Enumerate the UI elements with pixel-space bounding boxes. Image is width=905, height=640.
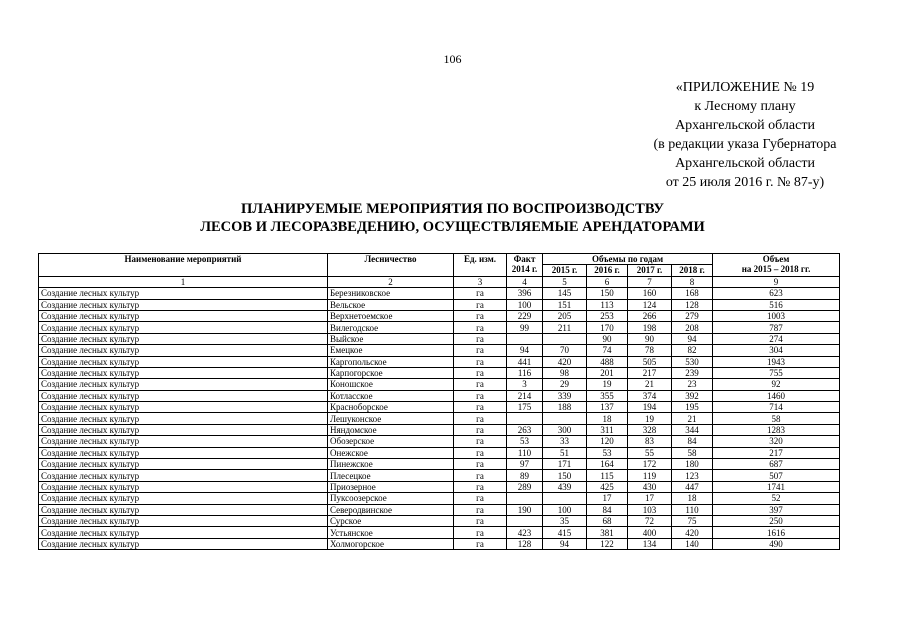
volume-2015-cell: 211 xyxy=(543,322,587,333)
activity-cell: Создание лесных культур xyxy=(39,390,328,401)
volume-2015-cell: 439 xyxy=(543,481,587,492)
fact-2014-cell xyxy=(507,493,543,504)
volume-2017-cell: 90 xyxy=(628,333,672,344)
volume-2016-cell: 68 xyxy=(587,515,628,526)
volume-2016-cell: 120 xyxy=(587,436,628,447)
fact-2014-cell: 97 xyxy=(507,459,543,470)
table-body xyxy=(39,288,840,550)
volume-2017-cell: 374 xyxy=(628,390,672,401)
volume-2018-cell: 344 xyxy=(672,424,713,435)
activity-cell: Создание лесных культур xyxy=(39,299,328,310)
volume-2016-cell: 150 xyxy=(587,288,628,299)
fact-2014-cell: 289 xyxy=(507,481,543,492)
total-volume-cell: 516 xyxy=(713,299,840,310)
fact-2014-cell: 190 xyxy=(507,504,543,515)
header-total-period: на 2015 – 2018 гг. xyxy=(741,264,811,274)
table-row xyxy=(39,413,840,424)
volume-2017-cell: 119 xyxy=(628,470,672,481)
volume-2016-cell: 18 xyxy=(587,413,628,424)
forestry-cell: Верхнетоемское xyxy=(328,310,454,321)
column-number: 6 xyxy=(587,276,628,287)
unit-cell: га xyxy=(454,367,507,378)
appendix-line: Архангельской области xyxy=(675,156,815,171)
unit-cell: га xyxy=(454,299,507,310)
volume-2015-cell: 29 xyxy=(543,379,587,390)
volume-2015-cell: 339 xyxy=(543,390,587,401)
column-number: 1 xyxy=(39,276,328,287)
unit-cell: га xyxy=(454,322,507,333)
volume-2016-cell: 201 xyxy=(587,367,628,378)
fact-2014-cell: 100 xyxy=(507,299,543,310)
table-row xyxy=(39,459,840,470)
forestry-cell: Красноборское xyxy=(328,402,454,413)
volume-2018-cell: 180 xyxy=(672,459,713,470)
volume-2017-cell: 55 xyxy=(628,447,672,458)
forestry-cell: Обозерское xyxy=(328,436,454,447)
table-row xyxy=(39,310,840,321)
unit-cell: га xyxy=(454,356,507,367)
volume-2015-cell xyxy=(543,333,587,344)
forestry-cell: Сурское xyxy=(328,515,454,526)
volume-2016-cell: 170 xyxy=(587,322,628,333)
total-volume-cell: 250 xyxy=(713,515,840,526)
appendix-line: Архангельской области xyxy=(675,118,815,133)
total-volume-cell: 787 xyxy=(713,322,840,333)
header-year-2017: 2017 г. xyxy=(628,265,672,276)
volume-2018-cell: 23 xyxy=(672,379,713,390)
volume-2016-cell: 74 xyxy=(587,345,628,356)
forestry-cell: Вельское xyxy=(328,299,454,310)
volume-2017-cell: 194 xyxy=(628,402,672,413)
table-row xyxy=(39,402,840,413)
page-number: 106 xyxy=(443,52,462,66)
activity-cell: Создание лесных культур xyxy=(39,436,328,447)
forestry-cell: Северодвинское xyxy=(328,504,454,515)
table-row xyxy=(39,288,840,299)
table-row xyxy=(39,470,840,481)
activity-cell: Создание лесных культур xyxy=(39,493,328,504)
forestry-cell: Онежское xyxy=(328,447,454,458)
forestry-cell: Емецкое xyxy=(328,345,454,356)
volume-2015-cell: 300 xyxy=(543,424,587,435)
fact-2014-cell: 94 xyxy=(507,345,543,356)
forestry-cell: Каргопольское xyxy=(328,356,454,367)
volume-2018-cell: 420 xyxy=(672,527,713,538)
volume-2018-cell: 82 xyxy=(672,345,713,356)
total-volume-cell: 274 xyxy=(713,333,840,344)
unit-cell: га xyxy=(454,493,507,504)
volume-2017-cell: 103 xyxy=(628,504,672,515)
volume-2016-cell: 90 xyxy=(587,333,628,344)
forestry-cell: Плесецкое xyxy=(328,470,454,481)
appendix-line: от 25 июля 2016 г. № 87-у) xyxy=(665,175,825,190)
forestry-cell: Приозерное xyxy=(328,481,454,492)
title-line-2: ЛЕСОВ И ЛЕСОРАЗВЕДЕНИЮ, ОСУЩЕСТВЛЯЕМЫЕ АРЕНДАТОРАМИ xyxy=(200,219,705,235)
column-number: 3 xyxy=(454,276,507,287)
volume-2018-cell: 58 xyxy=(672,447,713,458)
volume-2017-cell: 266 xyxy=(628,310,672,321)
volume-2017-cell: 72 xyxy=(628,515,672,526)
header-unit: Ед. изм. xyxy=(454,254,507,277)
volume-2016-cell: 311 xyxy=(587,424,628,435)
appendix-note xyxy=(610,78,880,192)
title-line-1: ПЛАНИРУЕМЫЕ МЕРОПРИЯТИЯ ПО ВОСПРОИЗВОДСТВУ xyxy=(240,201,664,217)
unit-cell: га xyxy=(454,310,507,321)
volume-2015-cell: 51 xyxy=(543,447,587,458)
volume-2015-cell: 171 xyxy=(543,459,587,470)
volume-2018-cell: 279 xyxy=(672,310,713,321)
table-row xyxy=(39,515,840,526)
total-volume-cell: 687 xyxy=(713,459,840,470)
volume-2016-cell: 122 xyxy=(587,538,628,549)
forestry-cell: Коношское xyxy=(328,379,454,390)
volume-2016-cell: 488 xyxy=(587,356,628,367)
header-fact-2014 xyxy=(507,254,543,277)
activity-cell: Создание лесных культур xyxy=(39,459,328,470)
volume-2017-cell: 21 xyxy=(628,379,672,390)
total-volume-cell: 58 xyxy=(713,413,840,424)
column-number: 9 xyxy=(713,276,840,287)
volume-2017-cell: 198 xyxy=(628,322,672,333)
fact-2014-cell xyxy=(507,413,543,424)
activity-cell: Создание лесных культур xyxy=(39,504,328,515)
volume-2015-cell: 151 xyxy=(543,299,587,310)
table-row xyxy=(39,379,840,390)
total-volume-cell: 1283 xyxy=(713,424,840,435)
activity-cell: Создание лесных культур xyxy=(39,424,328,435)
volume-2017-cell: 430 xyxy=(628,481,672,492)
volume-2015-cell: 35 xyxy=(543,515,587,526)
unit-cell: га xyxy=(454,402,507,413)
volume-2018-cell: 94 xyxy=(672,333,713,344)
table-row xyxy=(39,424,840,435)
volume-2015-cell xyxy=(543,413,587,424)
volume-2017-cell: 328 xyxy=(628,424,672,435)
table-row xyxy=(39,390,840,401)
header-volumes-by-year: Объемы по годам xyxy=(543,254,713,265)
header-total xyxy=(713,254,840,277)
volume-2018-cell: 123 xyxy=(672,470,713,481)
header-total-label: Объем xyxy=(762,254,790,264)
activity-cell: Создание лесных культур xyxy=(39,310,328,321)
header-fact-label: Факт xyxy=(513,254,536,264)
volume-2016-cell: 381 xyxy=(587,527,628,538)
fact-2014-cell: 441 xyxy=(507,356,543,367)
volume-2018-cell: 195 xyxy=(672,402,713,413)
forestry-cell: Котласское xyxy=(328,390,454,401)
fact-2014-cell: 396 xyxy=(507,288,543,299)
column-number: 8 xyxy=(672,276,713,287)
total-volume-cell: 714 xyxy=(713,402,840,413)
fact-2014-cell: 116 xyxy=(507,367,543,378)
volume-2017-cell: 19 xyxy=(628,413,672,424)
unit-cell: га xyxy=(454,379,507,390)
total-volume-cell: 1460 xyxy=(713,390,840,401)
unit-cell: га xyxy=(454,481,507,492)
fact-2014-cell: 263 xyxy=(507,424,543,435)
fact-2014-cell xyxy=(507,515,543,526)
unit-cell: га xyxy=(454,538,507,549)
unit-cell: га xyxy=(454,345,507,356)
header-forestry: Лесничество xyxy=(328,254,454,277)
fact-2014-cell xyxy=(507,333,543,344)
total-volume-cell: 92 xyxy=(713,379,840,390)
volume-2018-cell: 239 xyxy=(672,367,713,378)
table-row xyxy=(39,436,840,447)
volume-2016-cell: 19 xyxy=(587,379,628,390)
forestry-cell: Выйское xyxy=(328,333,454,344)
volume-2017-cell: 172 xyxy=(628,459,672,470)
total-volume-cell: 52 xyxy=(713,493,840,504)
volume-2018-cell: 140 xyxy=(672,538,713,549)
volume-2015-cell: 150 xyxy=(543,470,587,481)
column-number: 7 xyxy=(628,276,672,287)
unit-cell: га xyxy=(454,436,507,447)
volume-2015-cell: 145 xyxy=(543,288,587,299)
volume-2015-cell: 420 xyxy=(543,356,587,367)
activity-cell: Создание лесных культур xyxy=(39,288,328,299)
table-row xyxy=(39,527,840,538)
total-volume-cell: 490 xyxy=(713,538,840,549)
forestry-cell: Холмогорское xyxy=(328,538,454,549)
fact-2014-cell: 229 xyxy=(507,310,543,321)
volume-2018-cell: 18 xyxy=(672,493,713,504)
fact-2014-cell: 214 xyxy=(507,390,543,401)
activity-cell: Создание лесных культур xyxy=(39,481,328,492)
total-volume-cell: 304 xyxy=(713,345,840,356)
total-volume-cell: 1616 xyxy=(713,527,840,538)
table-row xyxy=(39,367,840,378)
volume-2016-cell: 253 xyxy=(587,310,628,321)
table-row xyxy=(39,493,840,504)
header-activity: Наименование мероприятий xyxy=(39,254,328,277)
fact-2014-cell: 3 xyxy=(507,379,543,390)
document-title xyxy=(0,200,905,236)
volume-2016-cell: 115 xyxy=(587,470,628,481)
volume-2018-cell: 208 xyxy=(672,322,713,333)
volume-2017-cell: 78 xyxy=(628,345,672,356)
volume-2015-cell: 94 xyxy=(543,538,587,549)
table-row xyxy=(39,322,840,333)
fact-2014-cell: 110 xyxy=(507,447,543,458)
unit-cell: га xyxy=(454,447,507,458)
volume-2017-cell: 83 xyxy=(628,436,672,447)
activity-cell: Создание лесных культур xyxy=(39,515,328,526)
fact-2014-cell: 99 xyxy=(507,322,543,333)
forestry-cell: Вилегодское xyxy=(328,322,454,333)
total-volume-cell: 1003 xyxy=(713,310,840,321)
unit-cell: га xyxy=(454,424,507,435)
volume-2016-cell: 355 xyxy=(587,390,628,401)
volume-2016-cell: 137 xyxy=(587,402,628,413)
volume-2018-cell: 530 xyxy=(672,356,713,367)
table-row xyxy=(39,333,840,344)
activity-cell: Создание лесных культур xyxy=(39,413,328,424)
volume-2017-cell: 134 xyxy=(628,538,672,549)
volume-2017-cell: 124 xyxy=(628,299,672,310)
volume-2018-cell: 392 xyxy=(672,390,713,401)
total-volume-cell: 755 xyxy=(713,367,840,378)
activity-cell: Создание лесных культур xyxy=(39,367,328,378)
unit-cell: га xyxy=(454,413,507,424)
activity-cell: Создание лесных культур xyxy=(39,402,328,413)
fact-2014-cell: 175 xyxy=(507,402,543,413)
activities-table xyxy=(38,253,840,550)
volume-2015-cell: 188 xyxy=(543,402,587,413)
forestry-cell: Карпогорское xyxy=(328,367,454,378)
fact-2014-cell: 89 xyxy=(507,470,543,481)
activity-cell: Создание лесных культур xyxy=(39,470,328,481)
volume-2015-cell xyxy=(543,493,587,504)
forestry-cell: Пинежское xyxy=(328,459,454,470)
header-fact-year: 2014 г. xyxy=(511,264,538,274)
column-number-row xyxy=(39,276,840,287)
total-volume-cell: 217 xyxy=(713,447,840,458)
unit-cell: га xyxy=(454,459,507,470)
table-row xyxy=(39,538,840,549)
fact-2014-cell: 423 xyxy=(507,527,543,538)
activity-cell: Создание лесных культур xyxy=(39,356,328,367)
column-number: 2 xyxy=(328,276,454,287)
volume-2018-cell: 168 xyxy=(672,288,713,299)
volume-2017-cell: 217 xyxy=(628,367,672,378)
column-number: 4 xyxy=(507,276,543,287)
forestry-cell: Няндомское xyxy=(328,424,454,435)
volume-2017-cell: 17 xyxy=(628,493,672,504)
activity-cell: Создание лесных культур xyxy=(39,379,328,390)
table-row xyxy=(39,447,840,458)
volume-2015-cell: 415 xyxy=(543,527,587,538)
volume-2018-cell: 110 xyxy=(672,504,713,515)
volume-2016-cell: 84 xyxy=(587,504,628,515)
header-year-2015: 2015 г. xyxy=(543,265,587,276)
activity-cell: Создание лесных культур xyxy=(39,447,328,458)
volume-2016-cell: 164 xyxy=(587,459,628,470)
total-volume-cell: 1741 xyxy=(713,481,840,492)
volume-2015-cell: 70 xyxy=(543,345,587,356)
volume-2017-cell: 505 xyxy=(628,356,672,367)
volume-2015-cell: 98 xyxy=(543,367,587,378)
volume-2016-cell: 17 xyxy=(587,493,628,504)
activity-cell: Создание лесных культур xyxy=(39,527,328,538)
total-volume-cell: 623 xyxy=(713,288,840,299)
table-row xyxy=(39,345,840,356)
appendix-line: (в редакции указа Губернатора xyxy=(653,137,837,152)
volume-2016-cell: 425 xyxy=(587,481,628,492)
activity-cell: Создание лесных культур xyxy=(39,538,328,549)
volume-2016-cell: 113 xyxy=(587,299,628,310)
volume-2018-cell: 75 xyxy=(672,515,713,526)
volume-2017-cell: 400 xyxy=(628,527,672,538)
total-volume-cell: 1943 xyxy=(713,356,840,367)
forestry-cell: Устьянское xyxy=(328,527,454,538)
volume-2018-cell: 128 xyxy=(672,299,713,310)
volume-2018-cell: 84 xyxy=(672,436,713,447)
appendix-line: к Лесному плану xyxy=(694,99,796,114)
unit-cell: га xyxy=(454,470,507,481)
unit-cell: га xyxy=(454,390,507,401)
activity-cell: Создание лесных культур xyxy=(39,345,328,356)
table-row xyxy=(39,481,840,492)
volume-2018-cell: 21 xyxy=(672,413,713,424)
appendix-line: «ПРИЛОЖЕНИЕ № 19 xyxy=(675,80,815,95)
unit-cell: га xyxy=(454,288,507,299)
unit-cell: га xyxy=(454,504,507,515)
table-row xyxy=(39,504,840,515)
table-row xyxy=(39,356,840,367)
volume-2015-cell: 205 xyxy=(543,310,587,321)
activity-cell: Создание лесных культур xyxy=(39,333,328,344)
unit-cell: га xyxy=(454,333,507,344)
fact-2014-cell: 128 xyxy=(507,538,543,549)
total-volume-cell: 320 xyxy=(713,436,840,447)
forestry-cell: Лешуконское xyxy=(328,413,454,424)
table-row xyxy=(39,299,840,310)
volume-2015-cell: 100 xyxy=(543,504,587,515)
total-volume-cell: 507 xyxy=(713,470,840,481)
activity-cell: Создание лесных культур xyxy=(39,322,328,333)
volume-2016-cell: 53 xyxy=(587,447,628,458)
forestry-cell: Пуксоозерское xyxy=(328,493,454,504)
column-number: 5 xyxy=(543,276,587,287)
volume-2018-cell: 447 xyxy=(672,481,713,492)
unit-cell: га xyxy=(454,527,507,538)
unit-cell: га xyxy=(454,515,507,526)
total-volume-cell: 397 xyxy=(713,504,840,515)
header-year-2016: 2016 г. xyxy=(587,265,628,276)
fact-2014-cell: 53 xyxy=(507,436,543,447)
volume-2017-cell: 160 xyxy=(628,288,672,299)
header-year-2018: 2018 г. xyxy=(672,265,713,276)
volume-2015-cell: 33 xyxy=(543,436,587,447)
forestry-cell: Березниковское xyxy=(328,288,454,299)
